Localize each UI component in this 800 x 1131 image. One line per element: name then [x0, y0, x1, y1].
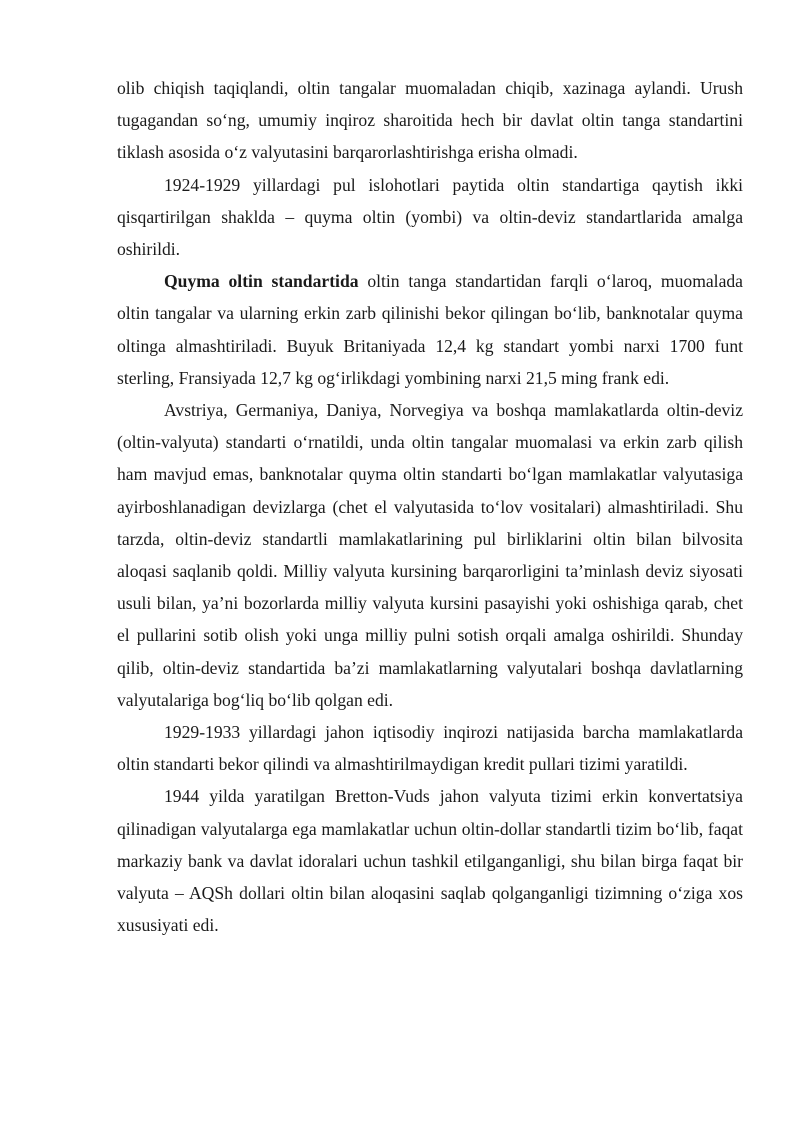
paragraph-6: 1944 yilda yaratilgan Bretton-Vuds jahon valyuta tizimi erkin konvertatsiya qilinadigan valyutalarga ega mamlakatlar uchun oltin-dollar standartli tizim bo‘lib, faqat markaziy bank va davlat idoralari uchun tashkil etilganganligi, shu bilan birga faqat bir valyuta – AQSh dollari oltin bilan aloqasini saqlab qolganganligi tizimning o‘ziga xos xususiyati edi. — [117, 786, 743, 936]
paragraph-3-text: oltin tanga standartidan farqli o‘laroq, muomalada oltin tangalar va ularning erkin zarb qilinishi bekor qilingan bo‘lib, banknotalar quyma oltinga almashtiriladi. Buyuk Britaniyada 12,4 kg standart yombi narxi 1700 funt sterling, Fransiyada 12,7 kg og‘irlikdagi yombining narxi 21,5 ming frank edi. — [117, 271, 743, 388]
term-heading: Quyma oltin standartida — [164, 271, 359, 292]
paragraph-4: Avstriya, Germaniya, Daniya, Norvegiya va boshqa mamlakatlarda oltin-deviz (oltin-valyuta) standarti o‘rnatildi, unda oltin tangalar muomalasi va erkin zarb qilish ham mavjud emas, banknotalar quyma oltin standarti bo‘lgan mamlakatlar valyutasiga ayirboshlanadigan devizlarga (chet el valyutasida to‘lov vositalari) almashtiriladi. Shu tarzda, oltin-deviz standartli mamlakatlarining pul birliklarini oltin bilan bilvosita aloqasi saqlanib qoldi. Milliy valyuta kursining barqarorligini ta’minlash deviz siyosati usuli bilan, ya’ni bozorlarda milliy valyuta kursini pasayishi yoki oshishiga qarab, chet el pullarini sotib olish yoki unga milliy pulni sotish orqali amalga oshirildi. Shunday qilib, oltin-deviz standartida ba’zi mamlakatlarning valyutalari boshqa davlatlarning valyutalariga bog‘liq bo‘lib qolgan edi. — [117, 400, 743, 710]
document-page — [117, 72, 743, 941]
paragraph-5: 1929-1933 yillardagi jahon iqtisodiy inqirozi natijasida barcha mamlakatlarda oltin standarti bekor qilindi va almashtirilmaydigan kredit pullari tizimi yaratildi. — [117, 722, 743, 775]
paragraph-1: olib chiqish taqiqlandi, oltin tangalar muomaladan chiqib, xazinaga aylandi. Urush tugagandan so‘ng, umumiy inqiroz sharoitida hech bir davlat oltin tanga standartini tiklash asosida o‘z valyutasini barqarorlashtirishga erisha olmadi. — [117, 78, 743, 163]
paragraph-2: 1924-1929 yillardagi pul islohotlari paytida oltin standartiga qaytish ikki qisqartirilgan shaklda – quyma oltin (yombi) va oltin-deviz standartlarida amalga oshirildi. — [117, 174, 743, 260]
paragraph-3 — [117, 265, 743, 394]
